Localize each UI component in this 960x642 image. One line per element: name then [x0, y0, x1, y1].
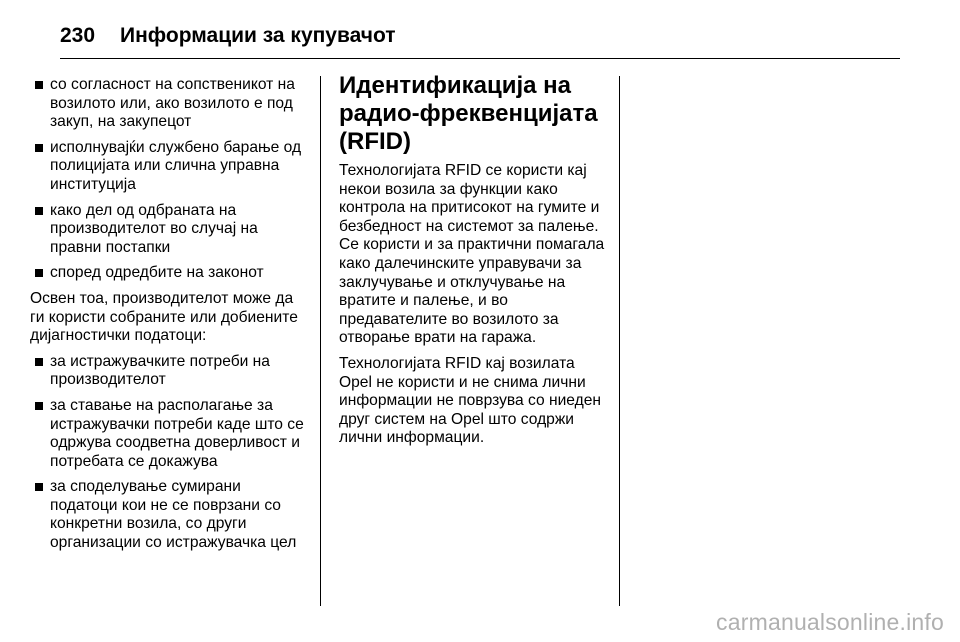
bullet-square-icon: [35, 207, 43, 215]
watermark: carmanualsonline.info: [716, 609, 944, 635]
page-number: 230: [60, 24, 96, 47]
list-item: [30, 139, 305, 195]
column-divider: [619, 76, 620, 606]
list-item-text: со согласност на сопственикот на возилото или, ако возилото е под закуп, на закупецот: [50, 76, 295, 131]
diagnostic-data-paragraph: Освен тоа, производителот може да ги користи собраните или добиените дијагностички податоци:: [30, 289, 298, 345]
list-item: [30, 264, 305, 283]
column-divider: [320, 76, 321, 606]
bullet-square-icon: [35, 483, 43, 491]
list-item-text: за споделување сумирани податоци кои не се поврзани со конкретни возила, со други организации со истражувачка цел: [50, 478, 297, 552]
page-title: Информации за купувачот: [120, 24, 396, 47]
list-item: [30, 76, 305, 132]
list-item-text: за ставање на располагање за истражувачки потреби каде што се одржува соодветна доверливост и потребата се докажува: [50, 396, 304, 470]
bullet-square-icon: [35, 358, 43, 366]
page-header: [60, 14, 900, 59]
rfid-paragraph-1: Технологијата RFID се користи кај некои возила за функции како контрола на притисокот на гумите и безбедност на системот за палење. Се користи и за практични помагала како далечинските управувачи за заклучување и отклучување на вратите и палење, и во предавателите во возилото за отворање врати на гаража.: [339, 162, 605, 347]
list-item-text: исполнувајќи службено барање од полицијата или слична управна институција: [50, 138, 302, 193]
section-heading-rfid: Идентификација на радио-фреквенцијата (RFID): [339, 72, 598, 155]
bullet-list-consent: [30, 76, 305, 283]
list-item: [30, 397, 305, 471]
bullet-square-icon: [35, 81, 43, 89]
left-column: [30, 76, 305, 606]
list-item-text: како дел од одбраната на производителот во случај на правни постапки: [50, 201, 258, 256]
list-item: [30, 353, 305, 390]
list-item-text: според одредбите на законот: [50, 264, 264, 282]
right-column: [339, 72, 605, 606]
list-item: [30, 478, 305, 552]
bullet-list-usage: [30, 353, 305, 553]
bullet-square-icon: [35, 144, 43, 152]
bullet-square-icon: [35, 402, 43, 410]
bullet-square-icon: [35, 269, 43, 277]
list-item: [30, 202, 305, 258]
rfid-paragraph-2: Технологијата RFID кај возилата Opel не користи и не снима лични информации не поврзува со ниеден друг систем на Opel што содржи лични информации.: [339, 354, 601, 447]
list-item-text: за истражувачките потреби на производителот: [50, 352, 270, 389]
